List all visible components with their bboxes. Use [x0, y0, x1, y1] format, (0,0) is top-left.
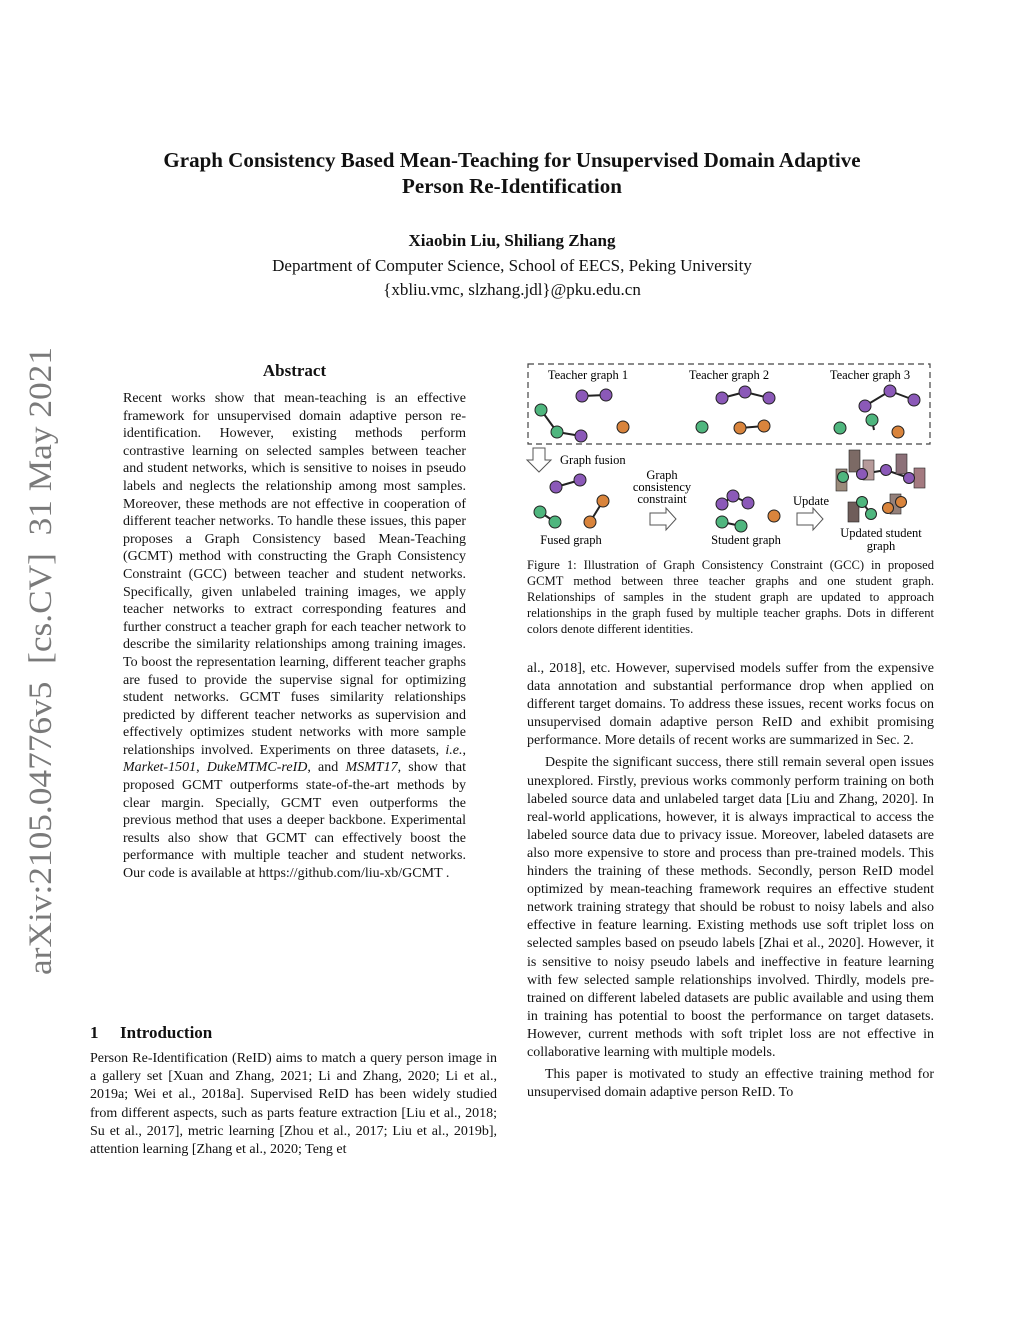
- label-updated-2: graph: [866, 539, 896, 553]
- node-purple: [739, 386, 751, 398]
- section-title: Introduction: [120, 1023, 213, 1042]
- teacher-graph-3: [834, 385, 920, 438]
- node-green: [716, 516, 728, 528]
- gcc-arrow: [650, 508, 676, 530]
- node-purple: [576, 390, 588, 402]
- dataset-msmt: MSMT17: [345, 760, 398, 776]
- node-green: [838, 472, 849, 483]
- paragraph-1: al., 2018], etc. However, supervised models suffer from the expensive data annotation and substantial performance drop when applied on different target domains. To address these issues, recent works focus on unsupervised domain adaptive person ReID and exhibit promising performance. More details of recent works are summarized in Sec. 2.: [527, 661, 934, 749]
- node-orange: [734, 422, 746, 434]
- label-update: Update: [792, 494, 830, 508]
- node-green: [535, 404, 547, 416]
- label-gcc-3: constraint: [637, 492, 687, 506]
- label-student-graph: Student graph: [711, 533, 781, 547]
- node-purple: [904, 473, 915, 484]
- paper-title: [60, 147, 964, 199]
- label-updated-1: Updated student: [840, 526, 922, 540]
- person-thumbnail: [914, 468, 925, 488]
- figure-1: [524, 360, 936, 556]
- label-graph-fusion: Graph fusion: [560, 453, 626, 467]
- paragraph-2: Despite the significant success, there still remain several open issues unexplored. Firstly, previous works commonly perform training on both labeled source data and unlabeled target data [Liu and Zhang, 2020]. In real-world applications, however, it is always impractical to access the labeled source data due to privacy issue. Moreover, labeled datasets are also more expensive to store and process than pre-trained models. This hinders the training of these methods. Secondly, person ReID model optimized by mean-teaching framework requires an effective student network training strategy that should be robust to noisy labels and also effective in feature learning. Existing methods use soft triplet loss on selected samples based on pseudo labels [Zhai et al., 2020]. However, it is sensitive to noisy pseudo labels and ineffective in feature learning with few selected sample relationships involved. Thirdly, models pre-trained on different labeled datasets are public available and using them in training has potential to boost the performance on target datasets. However, current methods with soft triplet loss are not effective in collaborative learning with multiple models.: [527, 755, 934, 1060]
- node-green: [866, 414, 878, 426]
- student-graph: [716, 490, 780, 532]
- node-orange: [768, 510, 780, 522]
- node-purple: [881, 465, 892, 476]
- intro-paragraph: Person Re-Identification (ReID) aims to match a query person image in a gallery set [Xuan and Zhang, 2021; Li and Zhang, 2020; Li et al., 2019a; Wei et al., 2018a]. Supervised ReID has been widely studied from different aspects, such as parts feature extraction [Liu et al., 2018; Su et al., 2017], metric learning [Zhou et al., 2017; Liu et al., 2019b], attention learning [Zhang et al., 2020; Teng et: [90, 1051, 497, 1158]
- fused-graph: [534, 474, 609, 528]
- node-green: [834, 422, 846, 434]
- affiliation-block: [60, 254, 964, 302]
- node-orange: [883, 503, 894, 514]
- abstract-text-5: , show that proposed GCMT outperforms state-of-the-art methods by clear margin. Specially, GCMT even outperforms the previous method that uses a deeper backbone. Experimental results also show that GCMT can effectively boost the performance with multiple teacher and student networks. Our code is available at https://github.com/liu-xb/GCMT .: [123, 760, 466, 882]
- abstract-ie: i.e.: [445, 742, 463, 758]
- node-green: [735, 520, 747, 532]
- abstract-text-1: Recent works show that mean-teaching is an effective framework for unsupervised domain adaptive person re-identification. However, existing methods perform contrastive learning on selected samples between teacher and student networks, which is sensitive to noises in pseudo labels and neglects the relationship among most samples. Moreover, these methods are not effective in cooperation of different teacher networks. To handle these issues, this paper proposes a Graph Consistency based Mean-Teaching (GCMT) method with constructing the Graph Consistency Constraint (GCC) between teacher and student networks. Specifically, given unlabeled training images, we apply teacher networks to extract corresponding features and further construct a teacher graph for each teacher network to describe the similarity relationships among training images. To boost the representation learning, different teacher graphs are fused to provide the supervise signal for optimizing student networks. GCMT fuses similarity relationships predicted by different teacher networks as supervision and effectively optimizes student networks with more sample relationships involved. Experiments on three datasets,: [123, 391, 466, 758]
- right-column: [527, 660, 934, 1102]
- emails: {xbliu.vmc, slzhang.jdl}@pku.edu.cn: [383, 280, 641, 299]
- node-purple: [550, 481, 562, 493]
- abstract-body: [123, 390, 466, 883]
- abstract-text-3: ,: [196, 760, 207, 776]
- affiliation: Department of Computer Science, School of EECS, Peking University: [272, 256, 752, 275]
- node-purple: [763, 392, 775, 404]
- node-orange: [584, 516, 596, 528]
- fusion-arrow: [527, 448, 551, 472]
- node-orange: [892, 426, 904, 438]
- label-fused-graph: Fused graph: [540, 533, 602, 547]
- dataset-duke: DukeMTMC-reID: [206, 760, 308, 776]
- node-purple: [575, 430, 587, 442]
- node-purple: [600, 389, 612, 401]
- node-green: [857, 497, 868, 508]
- node-purple: [716, 392, 728, 404]
- teacher-graph-1: [535, 389, 629, 442]
- node-green: [866, 509, 877, 520]
- arxiv-stamp: [16, 345, 62, 975]
- title-line-1: Graph Consistency Based Mean-Teaching for Unsupervised Domain Adaptive: [163, 148, 861, 172]
- section-number: 1: [90, 1023, 99, 1042]
- node-orange: [597, 495, 609, 507]
- node-orange: [896, 497, 907, 508]
- person-thumbnail: [849, 450, 860, 472]
- teacher-graph-2: [696, 386, 775, 434]
- update-arrow: [797, 508, 823, 530]
- node-green: [696, 421, 708, 433]
- person-thumbnail: [896, 454, 907, 474]
- label-gcc-2: consistency: [632, 480, 692, 494]
- figure-caption: Figure 1: Illustration of Graph Consistency Constraint (GCC) in proposed GCMT method between three teacher graphs and one student graph. Relationships of samples in the student graph are updated to approach relationships in the graph fused by multiple teacher graphs. Dots in different colors denote different identities.: [527, 558, 934, 636]
- paragraph-3: This paper is motivated to study an effective training method for unsupervised domain adaptive person ReID. To: [527, 1067, 934, 1101]
- node-green: [549, 516, 561, 528]
- node-purple: [742, 497, 754, 509]
- dataset-market: Market-1501: [123, 760, 197, 776]
- node-orange: [617, 421, 629, 433]
- label-teacher-3: Teacher graph 3: [829, 368, 911, 382]
- node-purple: [574, 474, 586, 486]
- node-purple: [884, 385, 896, 397]
- node-purple: [716, 498, 728, 510]
- label-teacher-2: Teacher graph 2: [688, 368, 770, 382]
- node-purple: [727, 490, 739, 502]
- node-orange: [758, 420, 770, 432]
- node-purple: [857, 469, 868, 480]
- updated-student-graph: [836, 450, 925, 522]
- intro-body: [90, 1050, 497, 1159]
- label-gcc-1: Graph: [646, 468, 678, 482]
- node-purple: [908, 394, 920, 406]
- node-green: [551, 426, 563, 438]
- node-purple: [859, 400, 871, 412]
- abstract-heading: Abstract: [262, 361, 327, 380]
- authors: Xiaobin Liu, Shiliang Zhang: [408, 231, 616, 250]
- intro-heading: [90, 1022, 490, 1044]
- title-line-2: Person Re-Identification: [402, 174, 622, 198]
- label-teacher-1: Teacher graph 1: [547, 368, 629, 382]
- abstract-text-2: ,: [462, 742, 466, 758]
- node-green: [534, 506, 546, 518]
- arxiv-id: arXiv:2105.04776v5 [cs.CV] 31 May 2021: [23, 397, 59, 975]
- abstract-text-4: , and: [307, 760, 346, 776]
